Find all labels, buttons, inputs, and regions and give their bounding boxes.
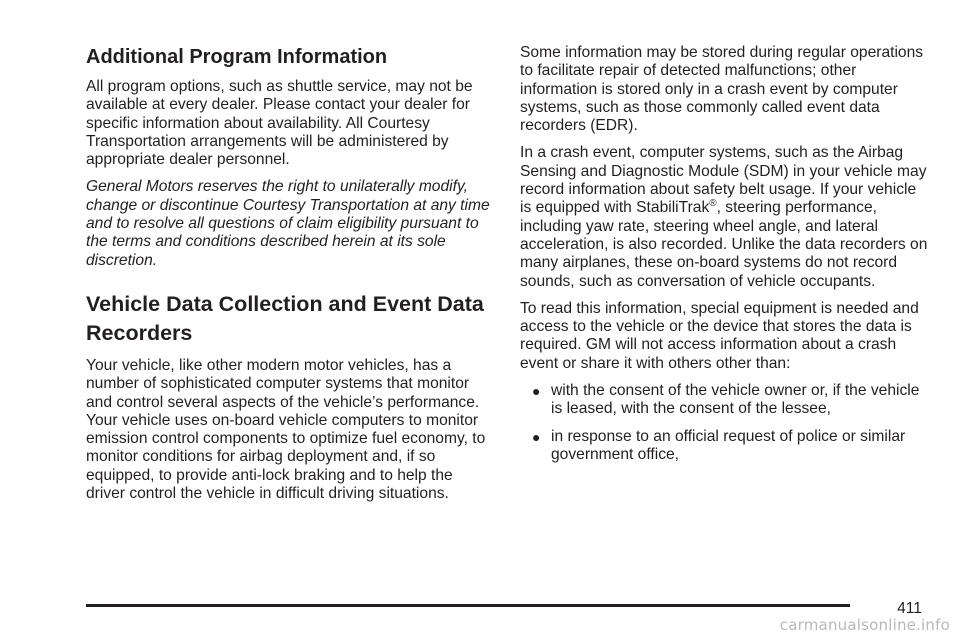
right-column [520,44,930,473]
heading-additional-program-information: Additional Program Information [86,46,388,68]
left-column [86,44,496,512]
crash-event-text-end: , steering performance, including yaw rate, steering wheel angle, and lateral acceleration, is also recorded. Unlike the data recorders on many airplanes, these on-board systems do not record sounds, such as conversation of vehicle occupants. [520,199,928,290]
registered-mark: ® [709,198,717,210]
list-item-text: with the consent of the vehicle owner or, if the vehicle is leased, with the consent of the lessee, [551,382,920,418]
paragraph-computer-systems: Your vehicle, like other modern motor vehicles, has a number of sophisticated computer systems that monitor and control several aspects of the vehicle’s performance. Your vehicle uses on-board vehicle computers to monitor emission control components to optimize fuel economy, to monitor conditions for airbag deployment and, if so equipped, to provide anti-lock braking and to help the driver control the vehicle in difficult driving situations. [86,356,486,503]
paragraph-program-options: All program options, such as shuttle service, may not be available at every dealer. Please contact your dealer for specific information about availability. All Courtesy Transportation arrangements will be administered by appropriate dealer personnel. [86,78,473,169]
watermark: carmanualsonline.info [779,616,950,634]
bullet-icon: ● [532,428,541,445]
list-item [520,382,930,419]
bullet-list [520,382,930,464]
paragraph-crash-event [520,144,930,290]
list-item [520,428,930,465]
footer-rule [86,604,850,607]
list-item-text: in response to an official request of police or similar government office, [551,427,906,463]
heading-vehicle-data-collection: Vehicle Data Collection and Event Data Recorders [86,291,484,345]
paragraph-gm-disclaimer: General Motors reserves the right to unilaterally modify, change or discontinue Courtesy Transportation at any time and to resolve all questions of claim eligibility pursuant to the terms and conditions described herein at its sole discretion. [86,178,490,269]
paragraph-read-information: To read this information, special equipment is needed and access to the vehicle or the device that stores the data is required. GM will not access information about a crash event or share it with others other than: [520,299,919,372]
crash-event-text-start: In a crash event, computer systems, such as the Airbag Sensing and Diagnostic Module (SDM) in your vehicle may record information about safety belt usage. If your vehicle is equipped with StabiliTrak [520,144,927,217]
page-number: 411 [897,600,922,617]
paragraph-information-stored: Some information may be stored during regular operations to facilitate repair of detected malfunctions; other information is stored only in a crash event by computer systems, such as those commonly called event data recorders (EDR). [520,44,924,135]
bullet-icon: ● [532,383,541,400]
